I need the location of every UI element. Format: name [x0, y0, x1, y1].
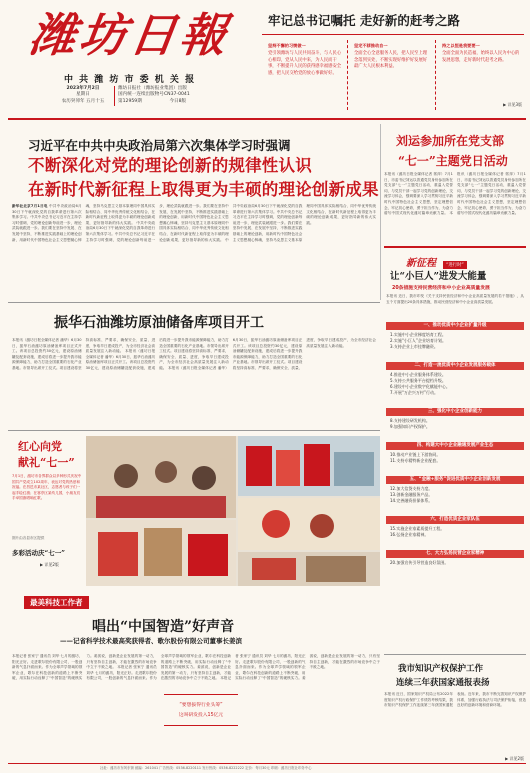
sidebar-section-item: 20.加强宣传引导营造良好氛围。: [390, 560, 449, 565]
bottom-right-more-link[interactable]: 详见2版: [509, 756, 524, 761]
column-tag: 最美科技工作者: [24, 596, 89, 609]
sidebar-feature: [384, 246, 526, 666]
quote-heading: 持之以恒是我要要一: [442, 43, 480, 48]
quote-box-2: [350, 40, 436, 110]
bottom-right-headline-2: 连续三年获国家通报表扬: [396, 678, 490, 688]
sidebar-section-item: 2.实施“小巨人”企业培育计划。: [390, 338, 446, 343]
sidebar-section-item: 11.支持专精特新企业配套。: [390, 458, 441, 463]
special-column: [10, 590, 380, 760]
issue-number: 第12959期: [118, 98, 142, 104]
mid-story: [10, 306, 378, 426]
quote-box-1: [264, 40, 348, 110]
pull-quote-line-2: 这叫研发投入15亿元: [178, 713, 224, 718]
publisher-line-2: 国内统一连续出版物号CN37-0041: [118, 92, 190, 98]
sidebar-subhead: 20条措施支持民营经济和中小企业高质量发展: [392, 286, 490, 291]
top-banner-title: 牢记总书记嘱托 走好新的赶考之路: [268, 13, 460, 28]
sidebar-section-item: 10.推动产业链上下游协同。: [390, 452, 441, 457]
photo-collage: [86, 436, 380, 586]
sidebar-section-item: 14.完善融资担保体系。: [390, 498, 433, 503]
mid-body-text: 本报讯（潍坊日报全媒体记者 潘华）6月30日，振华石油潍坊原油储备库项目正式开工。该项目总投资约30亿元，建设原油储罐及配套设施，建成后将进一步提升我市能源保障能力，助力打造全国重要的石化产业基地。市领导出席开工仪式。项目建设将坚持高标准、严要求，确保安全、质量、进度，争取早日建成投产，为全市经济社会高质量发展注入新动能。: [12, 338, 156, 370]
right-headline-1: 刘运参加所在党支部: [396, 134, 505, 148]
masthead: [20, 6, 250, 106]
lead-story: [10, 124, 378, 300]
column-headline: 唱出“中国智造”好声音: [92, 619, 235, 635]
quote-box-3: [438, 40, 526, 110]
column-body-text-2: 本报记者 张家宁 通讯员 刘华 七月的潍坊，阳光正好。走进歌尔股份有限公司，一股创新的气息扑面而来。作为全球声学领域的领军企业，歌尔在科技创新的道路上不断突破，用实际行动诠释了“中国智造”的硬核实力。姜滨说，创新是企业发展的第一动力，只有坚持自主创新，才能在激烈的市场竞争中立于不败之地。: [86, 654, 232, 681]
feature-title-2: 献礼“七一”: [18, 456, 75, 469]
right-story: [384, 124, 526, 244]
masthead-info: [56, 86, 246, 108]
mid-body: [12, 338, 376, 426]
triangle-icon: ▶: [505, 756, 509, 761]
sidebar-section-list: [386, 322, 524, 666]
sidebar-section-item: 8.支持建设研发机构。: [390, 418, 430, 423]
sidebar-section-title: 二、打造一流优质中小企业发展服务载体: [386, 362, 524, 370]
lead-byline: 新华社北京7月1日电: [12, 204, 48, 208]
quote-text: 全面全面为民造福，始终以人民为中心的发展思想，走好新时代赶考之路。: [442, 51, 520, 63]
pull-quote-line-1: “要想拔得行业头筹”: [179, 703, 223, 708]
quote-text: 全面全心全意服务人民，把人民至上理念落到实处，不断实现好维护好发展好最广大人民根本利益。: [354, 51, 428, 70]
sidebar-section-item: 13.创新金融服务产品。: [390, 492, 433, 497]
sidebar-section-item: 16.弘扬企业家精神。: [390, 532, 429, 537]
newspaper-logo: 潍坊日報: [26, 8, 234, 62]
sidebar-brand: [406, 251, 467, 269]
column-body-text: 本报记者 张家宁 通讯员 刘华 七月的潍坊，阳光正好。走进歌尔股份有限公司，一股创新的气息扑面而来。作为全球声学领域的领军企业，歌尔在科技创新的道路上不断突破，用实际行动诠释了“中国智造”的硬核实力。姜滨说，创新是企业发展的第一动力，只有坚持自主创新，才能在激烈的市场竞争中立于不败之地。: [12, 654, 157, 681]
triangle-icon: ▶: [40, 562, 44, 567]
sidebar-section-item: 4.推进中小企业服务体系建设。: [390, 372, 446, 377]
mid-headline: 振华石油潍坊原油储备库项目开工: [54, 315, 264, 331]
page-count: 今日8版: [169, 98, 187, 104]
column-subhead: ——记省科学技术最高奖获得者、歌尔股份有限公司董事长姜滨: [60, 637, 242, 645]
pull-quote: [164, 694, 238, 726]
lead-headline-2: 在新时代新征程上取得更为丰硕的理论创新成果: [28, 180, 379, 199]
sidebar-intro: 本报讯 近日，我市印发《关于支持民营经济和中小企业高质量发展的若干措施》，从五个方面提出20条具体措施，推动民营经济和中小企业高质量发展。: [386, 294, 524, 304]
sidebar-section-item: 15.实施企业家素质提升工程。: [390, 526, 445, 531]
sidebar-section-item: 3.支持企业上市挂牌融资。: [390, 344, 438, 349]
sidebar-section-item: 5.支持公共服务平台提档升级。: [390, 378, 446, 383]
sidebar-section-item: 6.建设中小企业数字化赋能中心。: [390, 384, 450, 389]
feature-left: [10, 434, 84, 574]
bottom-right-body-text: 本报讯 近日，国家知识产权局公布2022年度知识产权行政保护工作绩效考核结果，我市知识产权保护工作连续第三年获国家通报表扬。近年来，我市不断完善知识产权保护体系，加强行政执法与司法保护衔接，营造良好的创新环境和营商环境。: [384, 692, 526, 708]
feature-credit: 图片由各县市区提供: [12, 536, 45, 540]
sidebar-section-title: 三、强化中小企业创新能力: [386, 408, 524, 416]
right-body: [384, 172, 526, 244]
feature-footer: 多彩活动庆“七一”: [12, 549, 65, 557]
lead-body-text-2: 中共中央政治局6月30日下午就深化党的自我革命进行第六次集体学习。中共中央总书记习近平在主持学习时强调，党的理论创新每前进一步，理论武装就跟进一步。我们要在坚持中发展、在发展中坚持，不断推进实践基础上的理论创新，用新时代中国特色社会主义思想凝心铸魂，坚持马克思主义基本原理同中国具体实际相结合、同中华优秀传统文化相结合，在新时代新征程上取得更为丰硕的理论创新成果，更好指导新的伟大实践。: [85, 204, 229, 242]
lead-body-text-3: 中共中央政治局6月30日下午就深化党的自我革命进行第六次集体学习。中共中央总书记习近平在主持学习时强调，党的理论创新每前进一步，理论武装就跟进一步。我们要在坚持中发展、在发展中坚持，不断推进实践基础上的理论创新，用新时代中国特色社会主义思想凝心铸魂，坚持马克思主义基本原理同中国具体实际相结合、同中华优秀传统文化相结合，在新时代新征程上取得更为丰硕的理论创新成果，更好指导新的伟大实践。: [225, 204, 376, 242]
right-headline-2: “七一”主题党日活动: [398, 154, 508, 168]
sidebar-section-item: 7.开展“万企兴万村”行动。: [390, 390, 438, 395]
sidebar-section-title: 五、“金融+服务”促进优质中小企业创新发展: [386, 476, 524, 484]
issue-lunar-date: 农历癸卯年 五月十五: [61, 98, 105, 104]
sidebar-section-title: 四、构建大中小企业融通发展产业生态: [386, 442, 524, 450]
feature-body: 7月1日，潍坊市各界群众以多种形式庆祝中国共产党成立102周年，表达对党的热爱和祝福。在昌邑市某社区，志愿者与孩子们一起手绘红旗；在寒亭区某幼儿园，小朋友们手举国旗唱响红歌。: [12, 474, 82, 501]
sidebar-section-title: 一、推动优质中小企业扩量升级: [386, 322, 524, 330]
photo-collage-image: [86, 436, 380, 586]
sidebar-headline: 让“小巨人”进发大能量: [390, 271, 487, 282]
sidebar-brand-sub: “进行时”: [443, 261, 467, 269]
sidebar-section-item: 1.实施中小企业梯度培育工程。: [390, 332, 446, 337]
sidebar-section-item: 9.加强知识产权保护。: [390, 424, 430, 429]
right-body-text-2: 本报讯（潍坊日报全媒体记者 郭萍）7月1日，市委书记刘运以普通党员身份参加所在党支部“七一”主题党日活动，重温入党誓词，与党员干部一起学习党的创新理论，交流学习体会，强调要深入学习贯彻习近平新时代中国特色社会主义思想，坚定理想信念，牢记初心使命，勇于担当作为，为奋力谱写中国式现代化潍坊篇章贡献力量。: [449, 172, 526, 216]
quote-heading: 坚持不懈的习惯做一: [268, 43, 306, 48]
triangle-icon: ▶: [503, 102, 507, 107]
publisher-line-1: 潍坊日报社（潍坊报业集团）出版: [118, 86, 187, 91]
bottom-right-headline-1: 我市知识产权保护工作: [398, 664, 484, 674]
quote-heading: 坚定不移推动自一: [354, 43, 388, 48]
sidebar-brand-title: 新征程: [406, 258, 436, 269]
sidebar-section-title: 六、打造优质企业家队伍: [386, 516, 524, 524]
column-body-text-3: 本报记者 张家宁 通讯员 刘华 七月的潍坊，阳光正好。走进歌尔股份有限公司，一股创新的气息扑面而来。作为全球声学领域的领军企业，歌尔在科技创新的道路上不断突破，用实际行动诠释了“中国智造”的硬核实力。姜滨说，创新是企业发展的第一动力，只有坚持自主创新，才能在激烈的市场竞争中立于不败之地。: [220, 654, 380, 681]
masthead-subtitle: 中 共 潍 坊 市 委 机 关 报: [64, 75, 196, 85]
lead-body: [12, 204, 376, 300]
bottom-right-story: [384, 658, 526, 762]
page-footer: 社址：潍坊市东风东街 邮编：261041 广告热线：0536-8220111 发行热线：0536-8222222 定价：每月30元 印刷：潍坊日报社印务中心: [100, 766, 312, 770]
mid-body-text-2: 本报讯（潍坊日报全媒体记者 潘华）6月30日，振华石油潍坊原油储备库项目正式开工。该项目总投资约30亿元，建设原油储罐及配套设施，建成后将进一步提升我市能源保障能力，助力打造全国重要的石化产业基地。市领导出席开工仪式。项目建设将坚持高标准、严要求，确保安全、质量、进度，争取早日建成投产，为全市经济社会高质量发展注入新动能。: [85, 338, 229, 370]
top-banner: [262, 6, 524, 32]
quote-text: 党引领潍坊与人民共同奋斗，与人民心心相印，党从人民中来，为人民而干事，不断提升人民的获得感幸福感安全感，把人民交给党的放心事做好好。: [268, 51, 342, 76]
sidebar-section-title: 七、大力弘扬民营企业家精神: [386, 550, 524, 558]
feature-more-link[interactable]: 详见2版: [44, 562, 59, 567]
bottom-right-body: [384, 692, 526, 754]
sidebar-section-item: 12.加大信贷支持力度。: [390, 486, 433, 491]
mid-body-text-3: 本报讯（潍坊日报全媒体记者 潘华）6月30日，振华石油潍坊原油储备库项目正式开工。该项目总投资约30亿元，建设原油储罐及配套设施，建成后将进一步提升我市能源保障能力，助力打造全国重要的石化产业基地。市领导出席开工仪式。项目建设将坚持高标准、严要求，确保安全、质量、进度，争取早日建成投产，为全市经济社会高质量发展注入新动能。: [167, 338, 376, 370]
lead-kicker: 习近平在中共中央政治局第六次集体学习时强调: [28, 138, 291, 153]
lead-headline-1: 不断深化对党的理论创新的规律性认识: [28, 156, 312, 175]
issue-date: 2023年7月2日: [66, 86, 100, 91]
quote-more-link[interactable]: 详见3版: [507, 102, 522, 107]
feature-title-1: 红心向党: [18, 440, 62, 453]
right-body-text: 本报讯（潍坊日报全媒体记者 郭萍）7月1日，市委书记刘运以普通党员身份参加所在党支部“七一”主题党日活动，重温入党誓词，与党员干部一起学习党的创新理论，交流学习体会，强调要深入学习贯彻习近平新时代中国特色社会主义思想，坚定理想信念，牢记初心使命，勇于担当作为，为奋力谱写中国式现代化潍坊篇章贡献力量。: [384, 172, 453, 216]
lead-body-text: 中共中央政治局6月30日下午就深化党的自我革命进行第六次集体学习。中共中央总书记习近平在主持学习时强调，党的理论创新每前进一步，理论武装就跟进一步。我们要在坚持中发展、在发展中坚持，不断推进实践基础上的理论创新，用新时代中国特色社会主义思想凝心铸魂，坚持马克思主义基本原理同中国具体实际相结合、同中华优秀传统文化相结合，在新时代新征程上取得更为丰硕的理论创新成果，更好指导新的伟大实践。: [12, 204, 156, 242]
issue-weekday: 星期日: [76, 92, 90, 98]
